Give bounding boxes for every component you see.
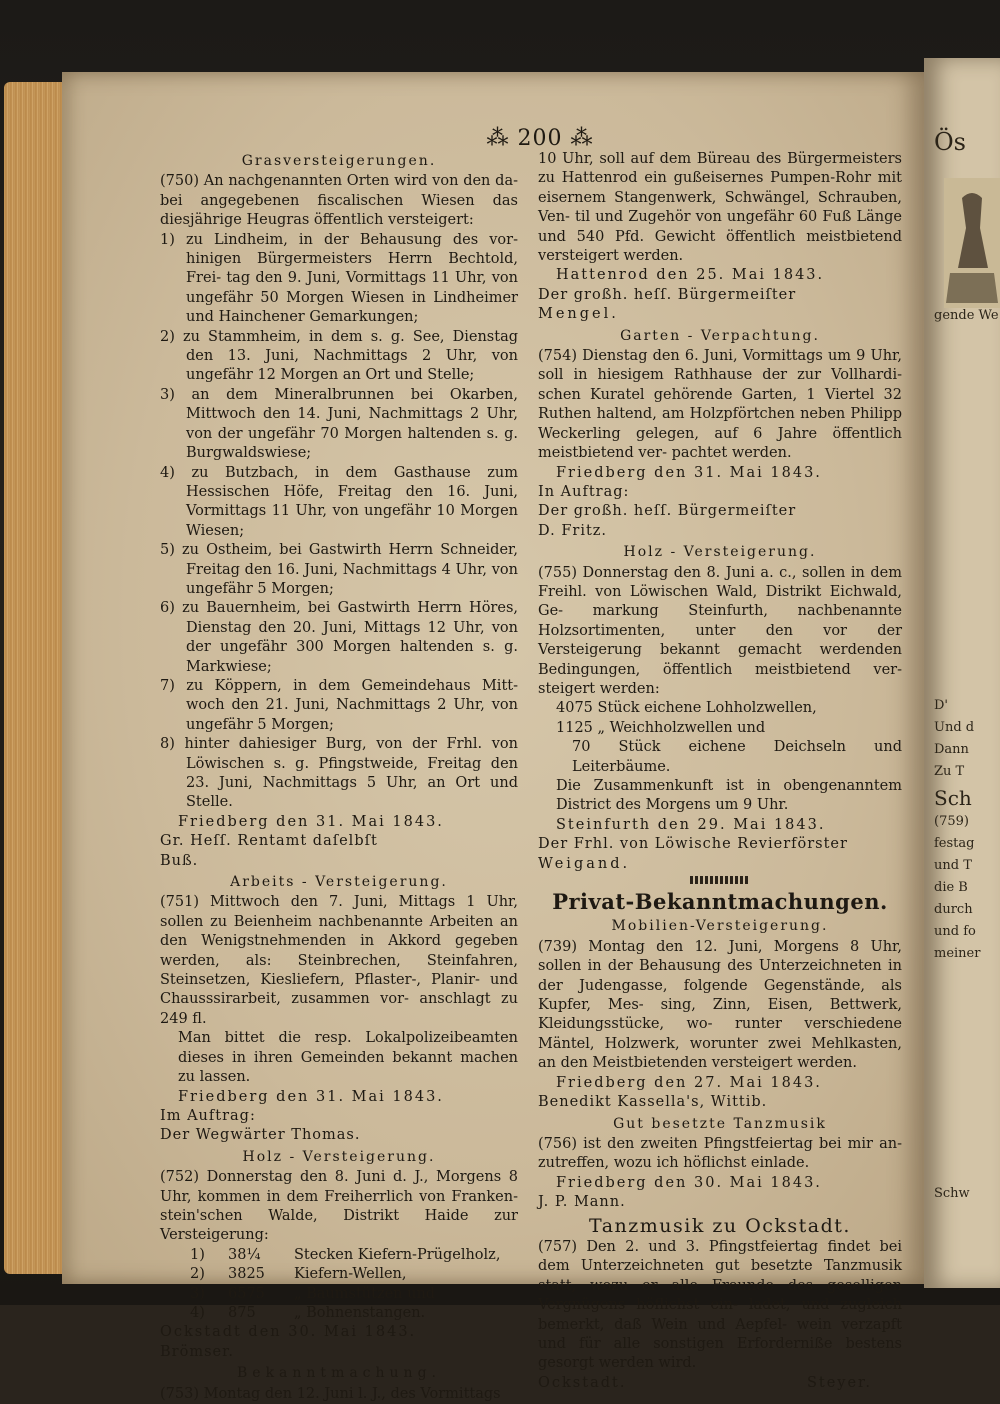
np-fragment: Dann <box>934 742 969 757</box>
ornament-left-icon: ⁂ <box>486 126 510 151</box>
section-heading: Holz - Versteigerung. <box>623 544 817 561</box>
row-desc: Stecken Kiefern-Prügelholz, <box>294 1246 501 1263</box>
notice-756: (756) ist den zweiten Pfingstfeiertag bei mir an- zutreffen, wozu ich höflichst einlade. <box>538 1135 902 1172</box>
table-row <box>160 1265 518 1284</box>
page-header <box>470 126 610 151</box>
row-quantity: 6575 <box>228 1285 265 1302</box>
np-fragment: Schw <box>934 1186 970 1201</box>
notice-752: (752) Donnerstag den 8. Juni d. J., Morgens 8 Uhr, kommen in dem Freiherrlich von Franken- stein'schen Walde, Distrikt Haide zur Versteigerung: <box>160 1169 518 1244</box>
place-date: Steinfurth den 29. Mai 1843. <box>556 816 826 833</box>
np-fragment: Ös <box>934 128 966 156</box>
list-item: 4) zu Butzbach, in dem Gasthause zum Hessischen Höfe, Freitag den 16. Juni, Vormittags 11 Uhr, von ungefähr 10 Morgen Wiesen; <box>160 464 518 539</box>
signature: Mengel. <box>538 306 619 323</box>
signature: D. Fritz. <box>538 522 608 539</box>
page-number: 200 <box>517 126 563 151</box>
signature: Der Wegwärter Thomas. <box>160 1127 361 1144</box>
list-item: 6) zu Bauernheim, bei Gastwirth Herrn Höres, Dienstag den 20. Juni, Mittags 12 Uhr, von der ungefähr 300 Morgen haltenden s. g. Markwiese; <box>160 600 518 675</box>
signature: Steyer. <box>806 1374 872 1391</box>
row-quantity: 875 <box>228 1304 256 1321</box>
section-heading: Mobilien-Versteigerung. <box>611 918 829 935</box>
place-date: Friedberg den 30. Mai 1843. <box>556 1174 822 1191</box>
list-item: 2) zu Stammheim, in dem s. g. See, Dienstag den 13. Juni, Nachmittags 2 Uhr, von ungefähr 12 Morgen an Ort und Stelle; <box>160 328 518 384</box>
notice-757: (757) Den 2. und 3. Pfingstfeiertag findet bei dem Unterzeichneten gut besetzte Tanzmusik statt, wozu er alle Freunde des geselligen Vergnügens höflichst ein- ladet, und zugleich bemerkt, daß Wein und Aepfel- wein verzapft und für alle sonstigen Erforderniße bestens gesorgt werden wird. <box>538 1238 902 1372</box>
woodcut-illustration-icon <box>944 178 1000 308</box>
np-fragment: festag <box>934 836 975 851</box>
table-row <box>160 1285 518 1304</box>
signature: Buß. <box>160 852 199 869</box>
right-column <box>538 150 902 1393</box>
notice-751: (751) Mittwoch den 7. Juni, Mittags 1 Uhr, sollen zu Beienheim nachbenannte Arbeiten an den Wenigstnehmenden in Akkord gegeben werden, als: Steinbrechen, Steinfahren, Steinsetzen, Kiesliefern, Pflaster-, Planir- und Chausssirarbeit, zusammen vor- anschlagt zu 249 fl. <box>160 894 518 1027</box>
table-row <box>160 1246 518 1265</box>
section-heading: Gut besetzte Tanzmusik <box>613 1115 827 1132</box>
facing-page-fragment <box>924 58 1000 1288</box>
notice-739: (739) Montag den 12. Juni, Morgens 8 Uhr, sollen in der Behausung des Unterzeichneten in der Judengasse, folgende Gegenstände, als Kupfer, Mes- sing, Zinn, Eisen, Bettwerk, Kleidungsstücke, wo- runter verschiedene Mäntel, Holzwerk, worunter zwei Mehlkasten, an den Meistbietenden versteigert werden. <box>538 938 902 1072</box>
signature: Weigand. <box>538 855 631 872</box>
list-item: 7) zu Köppern, in dem Gemeindehaus Mitt- woch den 21. Juni, Nachmittags 2 Uhr, von ungefähr 5 Morgen; <box>160 677 518 733</box>
signature: Der großh. heſſ. Bürgermeiſter <box>538 503 797 520</box>
list-item: 1125 „ Weichholzwellen und <box>556 719 766 736</box>
notice-755: (755) Donnerstag den 8. Juni a. c., sollen in dem Freihl. von Löwischen Wald, Distrikt Eichwald, Ge- markung Steinfurth, nachbenannte Holzsortimenten, unter den vor der Versteigerung bekannt gemacht werdenden Bedingungen, öffentlich meistbietend ver- steigert werden: <box>538 564 902 697</box>
place-date: Friedberg den 27. Mai 1843. <box>556 1074 822 1091</box>
list-item: 3) an dem Mineralbrunnen bei Okarben, Mittwoch den 14. Juni, Nachmittags 2 Uhr, von der ungefähr 70 Morgen haltenden s. g. Burgwaldswiese; <box>160 386 518 462</box>
left-column <box>160 150 518 1404</box>
np-fragment: die B <box>934 880 968 895</box>
list-item: 70 Stück eichene Deichseln und Leiterbäume. <box>572 739 902 775</box>
notice-note: Man bittet die resp. Lokalpolizeibeamten dieses in ihren Gemeinden bekannt machen zu lassen. <box>178 1030 518 1086</box>
row-quantity: 38¼ <box>228 1246 261 1263</box>
row-number: 4) <box>190 1304 205 1321</box>
notice-note: Die Zusammenkunft ist in obengenanntem District des Morgens um 9 Uhr. <box>556 778 902 814</box>
row-desc: Kiefern-Wellen, <box>294 1266 407 1283</box>
row-number: 1) <box>190 1246 205 1263</box>
signature: J. P. Mann. <box>538 1194 626 1211</box>
section-heading: Arbeits - Versteigerung. <box>230 874 448 891</box>
place-date: Friedberg den 31. Mai 1843. <box>556 464 822 481</box>
table-row <box>160 1304 518 1323</box>
notice-753-cont: 10 Uhr, soll auf dem Büreau des Bürgermeisters zu Hattenrod ein gußeisernes Pumpen-Rohr mit eisernem Stangenwerk, Schwängel, Schrauben, Ven- til und Zugehör von ungefähr 60 Fuß Länge und 540 Pfd. Gewicht öffentlich meistbietend versteigert werden. <box>538 151 902 265</box>
notice-753: (753) Montag den 12. Juni l. J., des Vormittags <box>160 1385 501 1402</box>
list-item: 1) zu Lindheim, in der Behausung des vor- hinigen Bürgermeisters Herrn Bechtold, Frei- tag den 9. Juni, Vormittags 11 Uhr, von ungefähr 50 Morgen Wiesen in Lindheimer und Hainchener Gemarkungen; <box>160 231 518 326</box>
list-item: 4075 Stück eichene Lohholzwellen, <box>556 700 817 717</box>
notice-754: (754) Dienstag den 6. Juni, Vormittags um 9 Uhr, soll in hiesigem Rathhause der zur Vollhardi- schen Kuratel gehörende Garten, 1 Viertel 32 Ruthen haltend, am Holzpförtchen neben Philipp Weckerling gelegen, auf 6 Jahre öffentlich meistbietend ver- pachtet werden. <box>538 348 902 462</box>
np-fragment: durch <box>934 902 973 917</box>
section-heading: Grasversteigerungen. <box>241 153 437 169</box>
row-number: 2) <box>190 1266 205 1283</box>
signature: Im Auftrag: <box>160 1107 256 1124</box>
notice-750: (750) An nachgenannten Orten wird von den da- bei angegebenen fiscalischen Wiesen das diesjährige Heugras öffentlich versteigert: <box>160 173 518 229</box>
np-fragment: und fo <box>934 924 976 939</box>
np-fragment: und T <box>934 858 972 873</box>
signature: Der Frhl. von Löwische Revierförster <box>538 836 848 853</box>
place-date: Ockstadt den 30. Mai 1843. <box>160 1324 417 1341</box>
signature: Brömser. <box>160 1343 235 1360</box>
place: Ockstadt. <box>538 1374 627 1391</box>
ornament-right-icon: ⁂ <box>570 126 594 151</box>
np-fragment: Und d <box>934 720 975 735</box>
place-date: Friedberg den 31. Mai 1843. <box>178 813 444 830</box>
row-number: 3) <box>190 1285 205 1302</box>
section-heading: Holz - Versteigerung. <box>242 1148 436 1165</box>
section-heading: Bekanntmachung. <box>237 1365 441 1382</box>
row-quantity: 3825 <box>228 1266 265 1283</box>
divider-ornament <box>690 876 750 884</box>
signature: Benedikt Kassella's, Wittib. <box>538 1094 768 1111</box>
list-item: 8) hinter dahiesiger Burg, von der Frhl. von Löwischen s. g. Pfingstweide, Freitag den 23. Juni, Nachmittags 5 Uhr, an Ort und Stelle. <box>160 736 518 811</box>
place-date: Hattenrod den 25. Mai 1843. <box>556 267 825 284</box>
signature: In Auftrag: <box>538 483 630 500</box>
section-heading: Garten - Verpachtung. <box>620 327 820 344</box>
np-fragment: meiner <box>934 946 981 961</box>
section-heading: Tanzmusik zu Ockstadt. <box>589 1214 851 1237</box>
place-date: Friedberg den 31. Mai 1843. <box>178 1088 444 1105</box>
row-desc: „ Baumstützen und <box>294 1285 436 1302</box>
signature: Der großh. heſſ. Bürgermeiſter <box>538 286 797 303</box>
np-fragment: D' <box>934 698 948 713</box>
np-fragment: Sch <box>934 786 972 810</box>
signature: Gr. Heſſ. Rentamt daſelbſt <box>160 833 378 850</box>
np-fragment: Zu T <box>934 764 965 779</box>
np-fragment: (759) <box>934 814 969 829</box>
section-title: Privat-Bekanntmachungen. <box>552 889 888 915</box>
row-desc: „ Bohnenstangen. <box>294 1304 426 1321</box>
closing-line <box>538 1374 902 1393</box>
list-item: 5) zu Ostheim, bei Gastwirth Herrn Schneider, Freitag den 16. Juni, Nachmittags 4 Uhr, von ungefähr 5 Morgen; <box>160 542 518 597</box>
np-fragment: gende We <box>934 308 999 323</box>
